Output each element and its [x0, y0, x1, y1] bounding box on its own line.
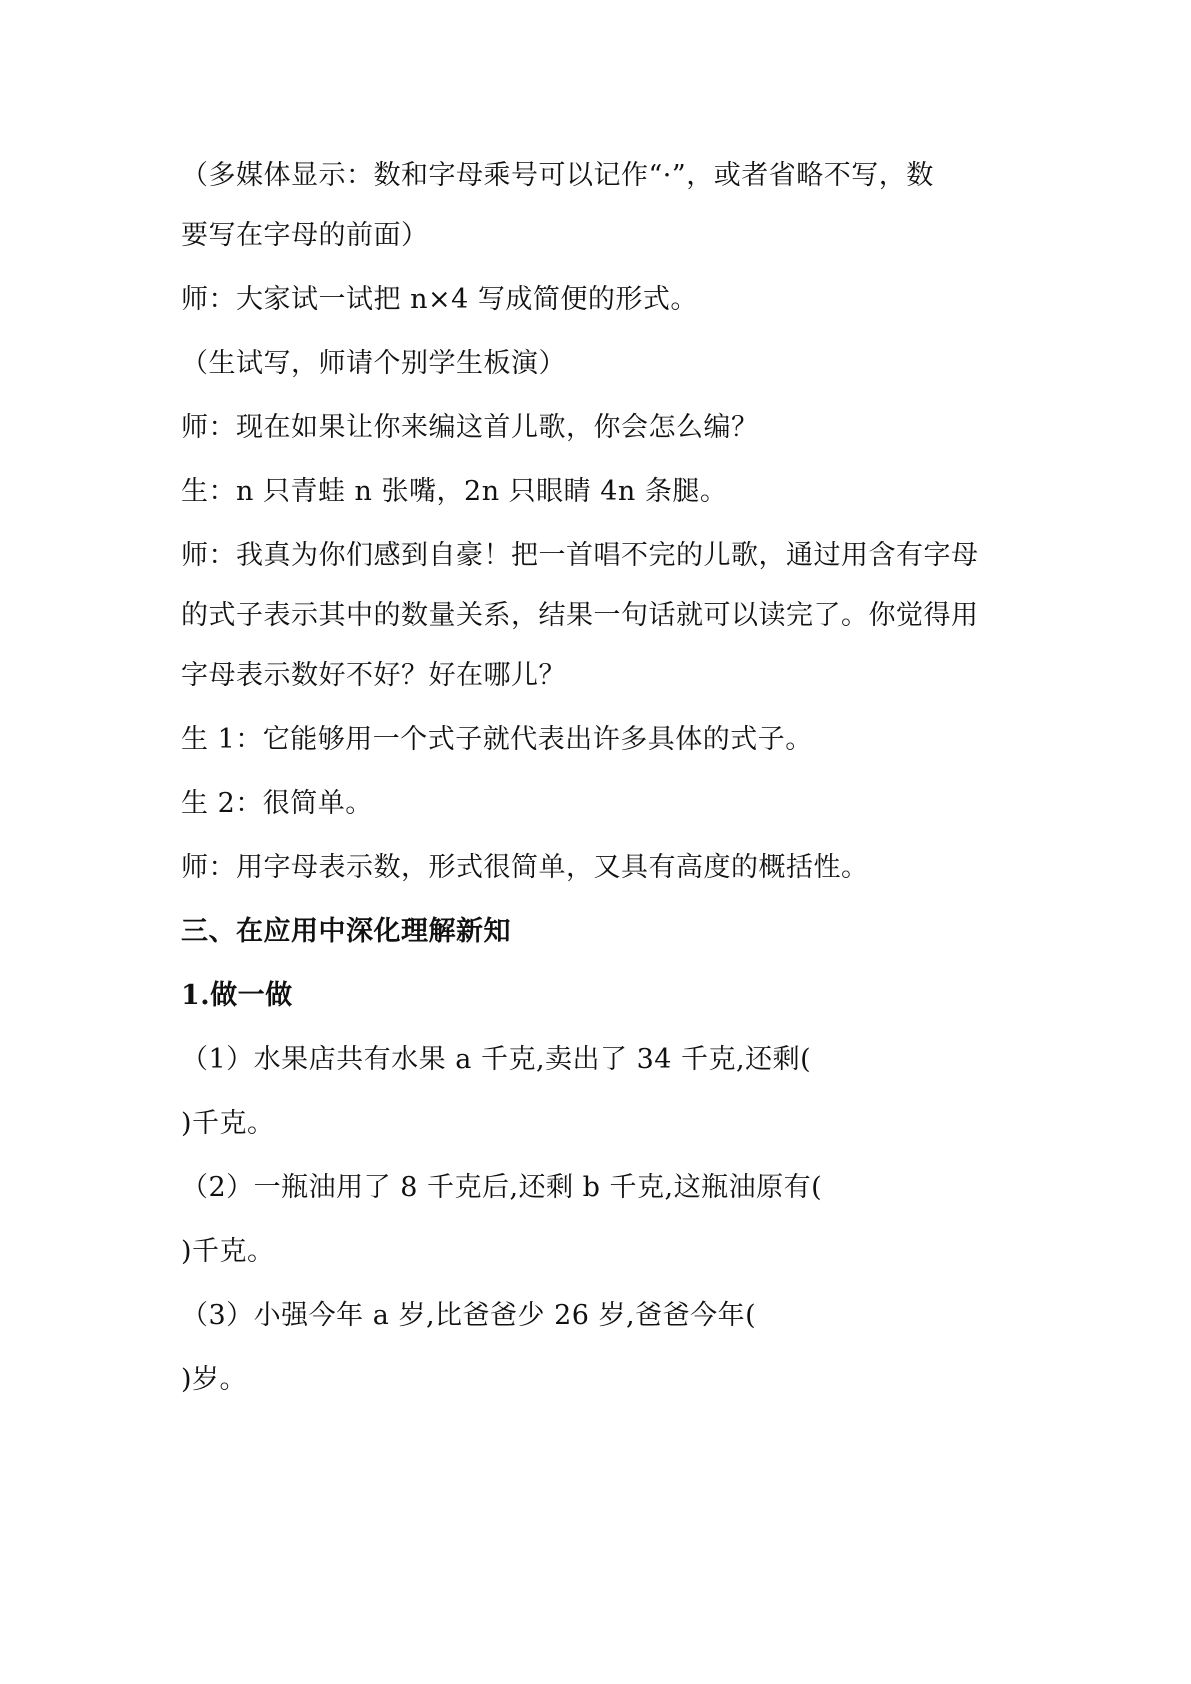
- exercise-line: （2）一瓶油用了 8 千克后,还剩 b 千克,这瓶油原有(: [181, 1172, 823, 1203]
- paragraph-line: 字母表示数好不好？好在哪儿？: [181, 660, 566, 691]
- paragraph-line: （生试写，师请个别学生板演）: [181, 348, 566, 379]
- section-heading: 三、在应用中深化理解新知: [181, 916, 511, 947]
- exercise-line: )千克。: [181, 1108, 275, 1139]
- exercise-line: （1）水果店共有水果 a 千克,卖出了 34 千克,还剩(: [181, 1044, 812, 1075]
- paragraph-line: 生 2：很简单。: [181, 788, 373, 819]
- exercise-line: )岁。: [181, 1364, 248, 1395]
- paragraph-line: 要写在字母的前面）: [181, 220, 429, 251]
- subsection-heading: 1.做一做: [181, 980, 293, 1011]
- paragraph-line: 的式子表示其中的数量关系，结果一句话就可以读完了。你觉得用: [181, 600, 979, 631]
- paragraph-line: 师：现在如果让你来编这首儿歌，你会怎么编？: [181, 412, 759, 443]
- exercise-line: )千克。: [181, 1236, 275, 1267]
- paragraph-line: 生：n 只青蛙 n 张嘴，2n 只眼睛 4n 条腿。: [181, 476, 728, 507]
- paragraph-line: （多媒体显示：数和字母乘号可以记作“·”，或者省略不写，数: [181, 160, 934, 191]
- exercise-line: （3）小强今年 a 岁,比爸爸少 26 岁,爸爸今年(: [181, 1300, 757, 1331]
- paragraph-line: 生 1：它能够用一个式子就代表出许多具体的式子。: [181, 724, 813, 755]
- paragraph-line: 师：用字母表示数，形式很简单，又具有高度的概括性。: [181, 852, 869, 883]
- paragraph-line: 师：我真为你们感到自豪！把一首唱不完的儿歌，通过用含有字母: [181, 540, 979, 571]
- paragraph-line: 师：大家试一试把 n×4 写成简便的形式。: [181, 284, 698, 315]
